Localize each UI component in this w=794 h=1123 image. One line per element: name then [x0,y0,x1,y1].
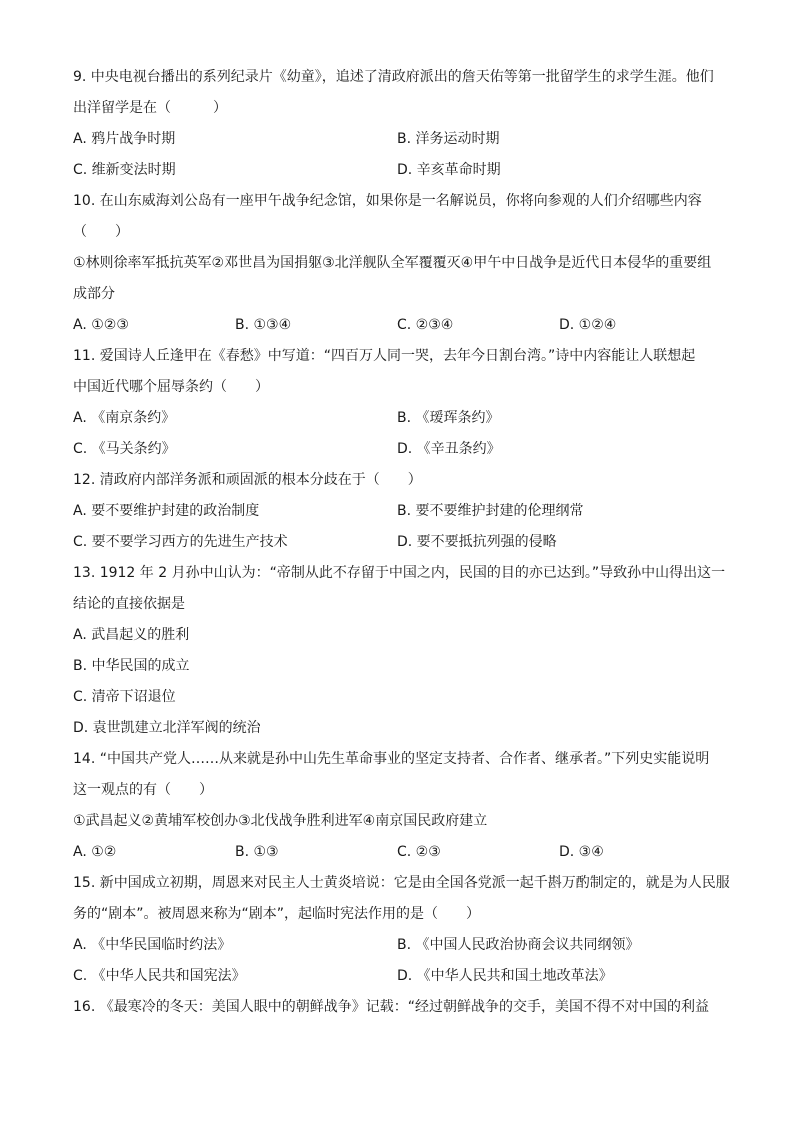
option-d: D. 《中华人民共和国土地改革法》 [397,968,613,984]
option-b: B. 中华民国的成立 [73,658,190,674]
option-b: B. 洋务运动时期 [397,131,500,147]
option-c: C. 《中华人民共和国宪法》 [73,968,246,984]
question-12 [73,465,723,558]
option-b: B. ①③④ [235,317,292,333]
option-b: B. 要不要维护封建的伦理纲常 [397,503,584,519]
question-stem: 13. 1912 年 2 月孙中山认为：“帝制从此不存留于中国之内，民国的目的亦已达到。”导致孙中山得出这一 [73,565,726,581]
option-a: A. 要不要维护封建的政治制度 [73,503,260,519]
question-stem: 这一观点的有（ ） [73,782,213,798]
option-d: D. 袁世凯建立北洋军阀的统治 [73,720,261,736]
option-c: C. ②③④ [397,317,454,333]
option-d: D. 辛亥革命时期 [397,162,501,178]
question-14 [73,744,723,868]
option-a: A. ①②③ [73,317,129,333]
question-stem: 出洋留学是在（ ） [73,100,227,116]
options-row [73,155,723,186]
question-9 [73,62,723,186]
question-11 [73,341,723,465]
options-row [73,930,723,961]
question-stem: 成部分 [73,286,115,302]
question-stem: 中国近代哪个屈辱条约（ ） [73,379,269,395]
option-d: D. 《辛丑条约》 [397,441,501,457]
options-row [73,961,723,992]
option-b: B. 《中国人民政治协商会议共同纲领》 [397,937,640,953]
option-d: D. ③④ [559,844,604,860]
question-stem: 16. 《最寒冷的冬天：美国人眼中的朝鲜战争》记载：“经过朝鲜战争的交手，美国不得不对中国的利益 [73,999,709,1015]
options-row [73,310,723,341]
question-10 [73,186,723,341]
question-stem: 14. “中国共产党人……从来就是孙中山先生革命事业的坚定支持者、合作者、继承者。”下列史实能说明 [73,751,710,767]
question-stem: 12. 清政府内部洋务派和顽固派的根本分歧在于（ ） [73,472,422,488]
option-d: D. ①②④ [559,317,617,333]
exam-page [73,62,730,1023]
option-a: A. ①② [73,844,117,860]
option-c: C. 清帝下诏退位 [73,689,176,705]
option-b: B. 《瑷珲条约》 [397,410,500,426]
option-a: A. 《中华民国临时约法》 [73,937,232,953]
question-stem: （ ） [73,224,129,240]
option-c: C. 《马关条约》 [73,441,176,457]
question-13 [73,558,726,744]
options-row [73,496,723,527]
question-stem: 15. 新中国成立初期，周恩来对民主人士黄炎培说：它是由全国各党派一起千斟万酌制定的，就是为人民服 [73,875,730,891]
option-a: A. 《南京条约》 [73,410,176,426]
options-row [73,403,723,434]
option-c: C. 要不要学习西方的先进生产技术 [73,534,288,550]
question-stem: ①林则徐率军抵抗英军②邓世昌为国捐躯③北洋舰队全军覆覆灭④甲午中日战争是近代日本侵华的重要组 [73,255,712,271]
question-stem: 务的“剧本”。被周恩来称为“剧本”，起临时宪法作用的是（ ） [73,906,481,922]
option-a: A. 武昌起义的胜利 [73,627,190,643]
question-16 [73,992,723,1023]
options-row [73,527,723,558]
option-b: B. ①③ [235,844,279,860]
options-row [73,124,723,155]
question-stem: 10. 在山东威海刘公岛有一座甲午战争纪念馆，如果你是一名解说员，你将向参观的人们介绍哪些内容 [73,193,702,209]
question-stem: ①武昌起义②黄埔军校创办③北伐战争胜利进军④南京国民政府建立 [73,813,488,829]
option-c: C. ②③ [397,844,441,860]
options-row [73,434,723,465]
question-stem: 9. 中央电视台播出的系列纪录片《幼童》，追述了清政府派出的詹天佑等第一批留学生的求学生涯。他们 [73,69,714,85]
option-a: A. 鸦片战争时期 [73,131,176,147]
option-c: C. 维新变法时期 [73,162,176,178]
question-15 [73,868,730,992]
option-d: D. 要不要抵抗列强的侵略 [397,534,557,550]
options-row [73,837,723,868]
question-stem: 结论的直接依据是 [73,596,185,612]
question-stem: 11. 爱国诗人丘逢甲在《春愁》中写道：“四百万人同一哭，去年今日割台湾。”诗中内容能让人联想起 [73,348,696,364]
